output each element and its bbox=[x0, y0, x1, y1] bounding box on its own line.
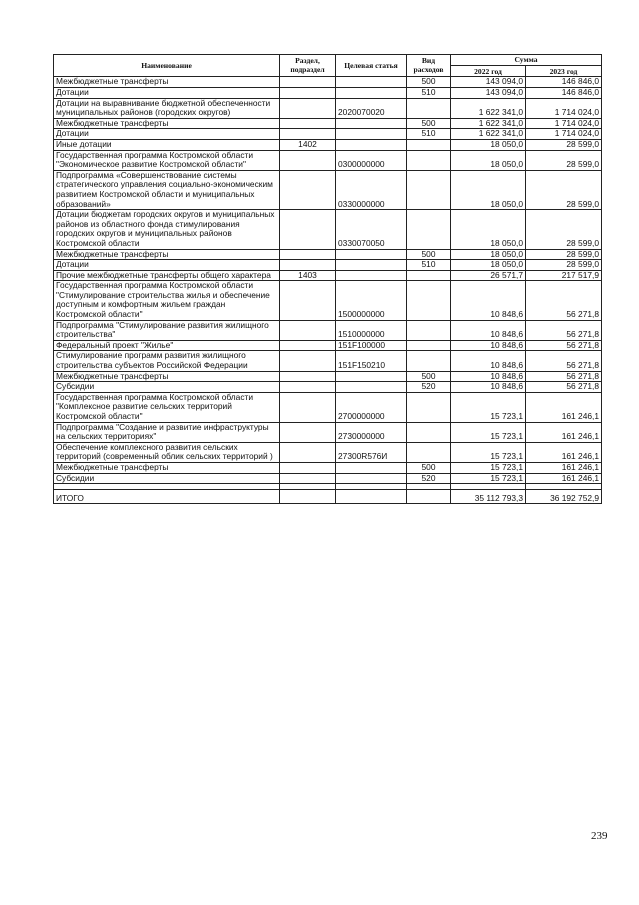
cell-sum-2023: 146 846,0 bbox=[526, 88, 602, 99]
table-header bbox=[54, 55, 602, 77]
cell-sum-2022: 143 094,0 bbox=[451, 88, 526, 99]
cell-expense-type: 520 bbox=[407, 473, 451, 484]
table-footer bbox=[54, 484, 602, 504]
cell-expense-type: 510 bbox=[407, 260, 451, 271]
total-2022: 35 112 793,3 bbox=[451, 490, 526, 504]
cell-sum-2023: 28 599,0 bbox=[526, 150, 602, 170]
cell-target-code bbox=[336, 139, 407, 150]
cell-name: Подпрограмма "Стимулирование развития жилищного строительства" bbox=[54, 320, 280, 340]
col-section-header: Раздел, подраздел bbox=[280, 55, 336, 77]
table-row bbox=[54, 382, 602, 393]
cell-target-code: 151F100000 bbox=[336, 340, 407, 351]
cell-target-code: 0330000000 bbox=[336, 170, 407, 209]
cell-sum-2022: 15 723,1 bbox=[451, 392, 526, 422]
cell-name: Межбюджетные трансферты bbox=[54, 371, 280, 382]
cell-sum-2023: 56 271,8 bbox=[526, 351, 602, 371]
cell-sum-2023: 146 846,0 bbox=[526, 77, 602, 88]
cell-name: Подпрограмма «Совершенствование системы стратегического управления социально-экономическим развитием Костромской области и муниципальных образований» bbox=[54, 170, 280, 209]
table-row bbox=[54, 139, 602, 150]
cell-expense-type: 500 bbox=[407, 462, 451, 473]
cell-expense-type: 510 bbox=[407, 88, 451, 99]
table-row bbox=[54, 371, 602, 382]
cell-sum-2022: 18 050,0 bbox=[451, 249, 526, 260]
cell-sum-2022: 15 723,1 bbox=[451, 462, 526, 473]
table-body bbox=[54, 77, 602, 484]
table-row bbox=[54, 118, 602, 129]
cell-section bbox=[280, 371, 336, 382]
cell-target-code: 2730000000 bbox=[336, 422, 407, 442]
cell-section bbox=[280, 77, 336, 88]
col-target-header: Целевая статья bbox=[336, 55, 407, 77]
total-label: ИТОГО bbox=[54, 490, 280, 504]
cell-section bbox=[280, 392, 336, 422]
cell-section bbox=[280, 382, 336, 393]
cell-name: Межбюджетные трансферты bbox=[54, 77, 280, 88]
cell-section bbox=[280, 473, 336, 484]
cell-section bbox=[280, 88, 336, 99]
cell-target-code bbox=[336, 270, 407, 281]
cell-sum-2023: 56 271,8 bbox=[526, 281, 602, 320]
cell-sum-2022: 143 094,0 bbox=[451, 77, 526, 88]
cell-name: Прочие межбюджетные трансферты общего характера bbox=[54, 270, 280, 281]
table-row bbox=[54, 320, 602, 340]
cell-expense-type: 500 bbox=[407, 118, 451, 129]
cell-section bbox=[280, 320, 336, 340]
budget-table bbox=[53, 54, 602, 504]
cell-name: Федеральный проект "Жилье" bbox=[54, 340, 280, 351]
cell-section bbox=[280, 118, 336, 129]
cell-sum-2023: 56 271,8 bbox=[526, 371, 602, 382]
cell-sum-2023: 28 599,0 bbox=[526, 260, 602, 271]
cell-sum-2022: 10 848,6 bbox=[451, 320, 526, 340]
cell-name: Подпрограмма "Создание и развитие инфраструктуры на сельских территориях" bbox=[54, 422, 280, 442]
cell-target-code bbox=[336, 473, 407, 484]
cell-target-code: 1510000000 bbox=[336, 320, 407, 340]
cell-name: Межбюджетные трансферты bbox=[54, 118, 280, 129]
table-row bbox=[54, 150, 602, 170]
cell-expense-type: 500 bbox=[407, 77, 451, 88]
cell-sum-2023: 28 599,0 bbox=[526, 170, 602, 209]
cell-sum-2022: 18 050,0 bbox=[451, 150, 526, 170]
cell-sum-2023: 28 599,0 bbox=[526, 210, 602, 249]
cell-name: Государственная программа Костромской области "Экономическое развитие Костромской области" bbox=[54, 150, 280, 170]
cell-expense-type: 500 bbox=[407, 249, 451, 260]
cell-sum-2022: 1 622 341,0 bbox=[451, 118, 526, 129]
cell-target-code bbox=[336, 249, 407, 260]
cell-sum-2023: 161 246,1 bbox=[526, 473, 602, 484]
cell-name: Дотации bbox=[54, 88, 280, 99]
cell-sum-2022: 15 723,1 bbox=[451, 422, 526, 442]
cell-sum-2022: 10 848,6 bbox=[451, 371, 526, 382]
cell-target-code: 2020070020 bbox=[336, 98, 407, 118]
cell-target-code bbox=[336, 88, 407, 99]
table-row bbox=[54, 249, 602, 260]
table-row bbox=[54, 422, 602, 442]
table-row bbox=[54, 473, 602, 484]
cell-expense-type bbox=[407, 150, 451, 170]
cell-expense-type bbox=[407, 270, 451, 281]
col-type-header: Вид расходов bbox=[407, 55, 451, 77]
col-year2-header: 2023 год bbox=[526, 66, 602, 77]
cell-target-code: 2700000000 bbox=[336, 392, 407, 422]
cell-expense-type bbox=[407, 340, 451, 351]
total-section bbox=[280, 490, 336, 504]
table-row bbox=[54, 270, 602, 281]
cell-section bbox=[280, 210, 336, 249]
cell-sum-2022: 15 723,1 bbox=[451, 473, 526, 484]
cell-target-code: 151F150210 bbox=[336, 351, 407, 371]
cell-sum-2023: 56 271,8 bbox=[526, 320, 602, 340]
cell-name: Дотации бюджетам городских округов и муниципальных районов из областного фонда стимулирования городских округов и муниципальных районов Костромской области bbox=[54, 210, 280, 249]
table-row bbox=[54, 340, 602, 351]
cell-target-code bbox=[336, 260, 407, 271]
cell-section bbox=[280, 281, 336, 320]
table-row bbox=[54, 351, 602, 371]
cell-expense-type bbox=[407, 320, 451, 340]
cell-name: Государственная программа Костромской области "Комплексное развитие сельских территорий Костромской области" bbox=[54, 392, 280, 422]
table-row bbox=[54, 98, 602, 118]
cell-name: Дотации bbox=[54, 129, 280, 140]
cell-target-code bbox=[336, 382, 407, 393]
page-number: 239 bbox=[591, 830, 608, 842]
table-row bbox=[54, 170, 602, 209]
cell-section: 1402 bbox=[280, 139, 336, 150]
cell-target-code bbox=[336, 129, 407, 140]
cell-expense-type bbox=[407, 139, 451, 150]
cell-sum-2023: 161 246,1 bbox=[526, 392, 602, 422]
cell-name: Дотации на выравнивание бюджетной обеспеченности муниципальных районов (городских округов) bbox=[54, 98, 280, 118]
cell-sum-2023: 56 271,8 bbox=[526, 340, 602, 351]
cell-section bbox=[280, 249, 336, 260]
cell-sum-2022: 10 848,6 bbox=[451, 351, 526, 371]
cell-sum-2022: 26 571,7 bbox=[451, 270, 526, 281]
cell-section bbox=[280, 442, 336, 462]
cell-sum-2022: 10 848,6 bbox=[451, 281, 526, 320]
table-row bbox=[54, 442, 602, 462]
cell-sum-2022: 10 848,6 bbox=[451, 382, 526, 393]
total-code bbox=[336, 490, 407, 504]
cell-expense-type bbox=[407, 98, 451, 118]
cell-name: Межбюджетные трансферты bbox=[54, 249, 280, 260]
cell-expense-type bbox=[407, 210, 451, 249]
cell-section bbox=[280, 260, 336, 271]
cell-name: Иные дотации bbox=[54, 139, 280, 150]
cell-expense-type bbox=[407, 442, 451, 462]
cell-sum-2022: 10 848,6 bbox=[451, 340, 526, 351]
cell-sum-2023: 1 714 024,0 bbox=[526, 129, 602, 140]
table-row bbox=[54, 77, 602, 88]
cell-sum-2023: 1 714 024,0 bbox=[526, 98, 602, 118]
cell-section bbox=[280, 340, 336, 351]
cell-section: 1403 bbox=[280, 270, 336, 281]
cell-sum-2023: 1 714 024,0 bbox=[526, 118, 602, 129]
cell-sum-2022: 18 050,0 bbox=[451, 139, 526, 150]
cell-sum-2023: 56 271,8 bbox=[526, 382, 602, 393]
cell-name: Обеспечение комплексного развития сельских территорий (современный облик сельских территорий ) bbox=[54, 442, 280, 462]
cell-sum-2022: 1 622 341,0 bbox=[451, 98, 526, 118]
cell-sum-2023: 161 246,1 bbox=[526, 462, 602, 473]
table-row bbox=[54, 260, 602, 271]
col-year1-header: 2022 год bbox=[451, 66, 526, 77]
cell-sum-2022: 15 723,1 bbox=[451, 442, 526, 462]
cell-name: Межбюджетные трансферты bbox=[54, 462, 280, 473]
col-sum-header: Сумма bbox=[451, 55, 602, 66]
cell-expense-type bbox=[407, 392, 451, 422]
cell-name: Субсидии bbox=[54, 473, 280, 484]
cell-expense-type: 520 bbox=[407, 382, 451, 393]
cell-section bbox=[280, 129, 336, 140]
cell-sum-2023: 161 246,1 bbox=[526, 422, 602, 442]
cell-expense-type bbox=[407, 281, 451, 320]
cell-sum-2022: 1 622 341,0 bbox=[451, 129, 526, 140]
cell-sum-2022: 18 050,0 bbox=[451, 260, 526, 271]
cell-section bbox=[280, 150, 336, 170]
table-row bbox=[54, 281, 602, 320]
table-row bbox=[54, 129, 602, 140]
cell-expense-type bbox=[407, 170, 451, 209]
total-2023: 36 192 752,9 bbox=[526, 490, 602, 504]
cell-expense-type: 500 bbox=[407, 371, 451, 382]
col-name-header: Наименование bbox=[54, 55, 280, 77]
cell-sum-2023: 28 599,0 bbox=[526, 139, 602, 150]
cell-target-code bbox=[336, 371, 407, 382]
cell-section bbox=[280, 462, 336, 473]
cell-section bbox=[280, 98, 336, 118]
cell-sum-2023: 217 517,9 bbox=[526, 270, 602, 281]
cell-section bbox=[280, 170, 336, 209]
table-row bbox=[54, 392, 602, 422]
cell-expense-type bbox=[407, 351, 451, 371]
cell-name: Дотации bbox=[54, 260, 280, 271]
cell-target-code bbox=[336, 118, 407, 129]
cell-target-code: 1500000000 bbox=[336, 281, 407, 320]
cell-name: Субсидии bbox=[54, 382, 280, 393]
cell-name: Стимулирование программ развития жилищного строительства субъектов Российской Федерации bbox=[54, 351, 280, 371]
cell-target-code: 0300000000 bbox=[336, 150, 407, 170]
table-row bbox=[54, 88, 602, 99]
cell-expense-type: 510 bbox=[407, 129, 451, 140]
table-row bbox=[54, 462, 602, 473]
cell-section bbox=[280, 422, 336, 442]
cell-sum-2023: 161 246,1 bbox=[526, 442, 602, 462]
total-row bbox=[54, 490, 602, 504]
cell-sum-2022: 18 050,0 bbox=[451, 210, 526, 249]
cell-target-code bbox=[336, 462, 407, 473]
cell-expense-type bbox=[407, 422, 451, 442]
total-type bbox=[407, 490, 451, 504]
cell-target-code bbox=[336, 77, 407, 88]
cell-sum-2022: 18 050,0 bbox=[451, 170, 526, 209]
cell-target-code: 27300R576И bbox=[336, 442, 407, 462]
cell-target-code: 0330070050 bbox=[336, 210, 407, 249]
table-row bbox=[54, 210, 602, 249]
cell-name: Государственная программа Костромской области "Стимулирование строительства жилья и обеспечение доступным и комфортным жильем граждан Костромской области" bbox=[54, 281, 280, 320]
cell-section bbox=[280, 351, 336, 371]
cell-sum-2023: 28 599,0 bbox=[526, 249, 602, 260]
